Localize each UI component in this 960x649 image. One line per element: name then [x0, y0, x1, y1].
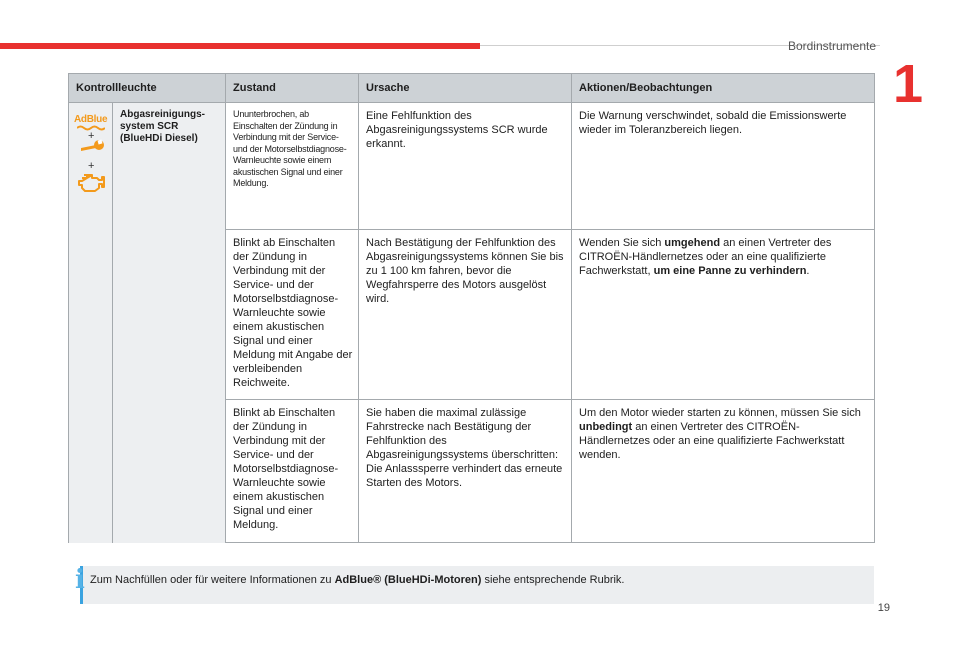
chapter-number: 1	[893, 54, 924, 114]
action-cell: Um den Motor wieder starten zu können, müssen Sie sich unbedingt an einen Vertreter des CITROËN-Händlernetzes oder an eine qualifizierte Fachwerkstatt wenden.	[572, 400, 875, 543]
cause-cell: Nach Bestätigung der Fehlfunktion des Abgasreinigungssystems können Sie bis zu 1 100 km fahren, bevor die Wegfahrsperre des Motors ausgelöst wird.	[359, 230, 572, 400]
cause-cell: Eine Fehlfunktion des Abgasreinigungssystems SCR wurde erkannt.	[359, 103, 572, 230]
page-number: 19	[877, 602, 890, 614]
col-header-indicator: Kontrollleuchte	[69, 74, 226, 103]
info-note-text: Zum Nachfüllen oder für weitere Informationen zu AdBlue® (BlueHDi-Motoren) siehe entsprechende Rubrik.	[90, 574, 625, 586]
plus-sign: +	[88, 160, 95, 172]
table-row	[69, 103, 875, 230]
info-note	[80, 566, 874, 604]
warning-light-table	[68, 73, 875, 543]
cause-cell: Sie haben die maximal zulässige Fahrstrecke nach Bestätigung der Fehlfunktion des Abgasreinigungssystems überschritten: Die Anlasssperre verhindert das erneute Starten des Motors.	[359, 400, 572, 543]
plus-sign: +	[88, 130, 95, 142]
table-header-row	[69, 74, 875, 103]
indicator-icon-cell	[69, 103, 113, 543]
condition-cell: Blinkt ab Einschalten der Zündung in Verbindung mit der Service- und der Motorselbstdiagnose-Warnleuchte sowie einem akustischen Signal und einer Meldung mit Angabe der verbleibenden Reichweite.	[226, 230, 359, 400]
col-header-cause: Ursache	[359, 74, 572, 103]
section-title: Bordinstrumente	[787, 39, 876, 53]
condition-cell: Blinkt ab Einschalten der Zündung in Verbindung mit der Service- und der Motorselbstdiagnose-Warnleuchte sowie einem akustischen Signal und einer Meldung.	[226, 400, 359, 543]
action-cell: Die Warnung verschwindet, sobald die Emissionswerte wieder im Toleranzbereich liegen.	[572, 103, 875, 230]
col-header-actions: Aktionen/Beobachtungen	[572, 74, 875, 103]
info-icon: i	[75, 565, 85, 595]
adblue-icon: AdBlue	[74, 114, 108, 125]
indicator-label: Abgasreinigungs-system SCR (BlueHDi Diesel)	[113, 103, 226, 543]
col-header-condition: Zustand	[226, 74, 359, 103]
condition-cell: Ununterbrochen, ab Einschalten der Zündung in Verbindung mit der Service- und der Motorselbstdiagnose-Warnleuchte sowie einem akustischen Signal und einer Meldung.	[226, 103, 359, 230]
engine-check-icon	[77, 172, 105, 194]
header-accent-bar	[0, 43, 480, 49]
action-cell: Wenden Sie sich umgehend an einen Vertreter des CITROËN-Händlernetzes oder an eine qualifizierte Fachwerkstatt, um eine Panne zu verhindern.	[572, 230, 875, 400]
service-wrench-icon	[79, 139, 105, 153]
